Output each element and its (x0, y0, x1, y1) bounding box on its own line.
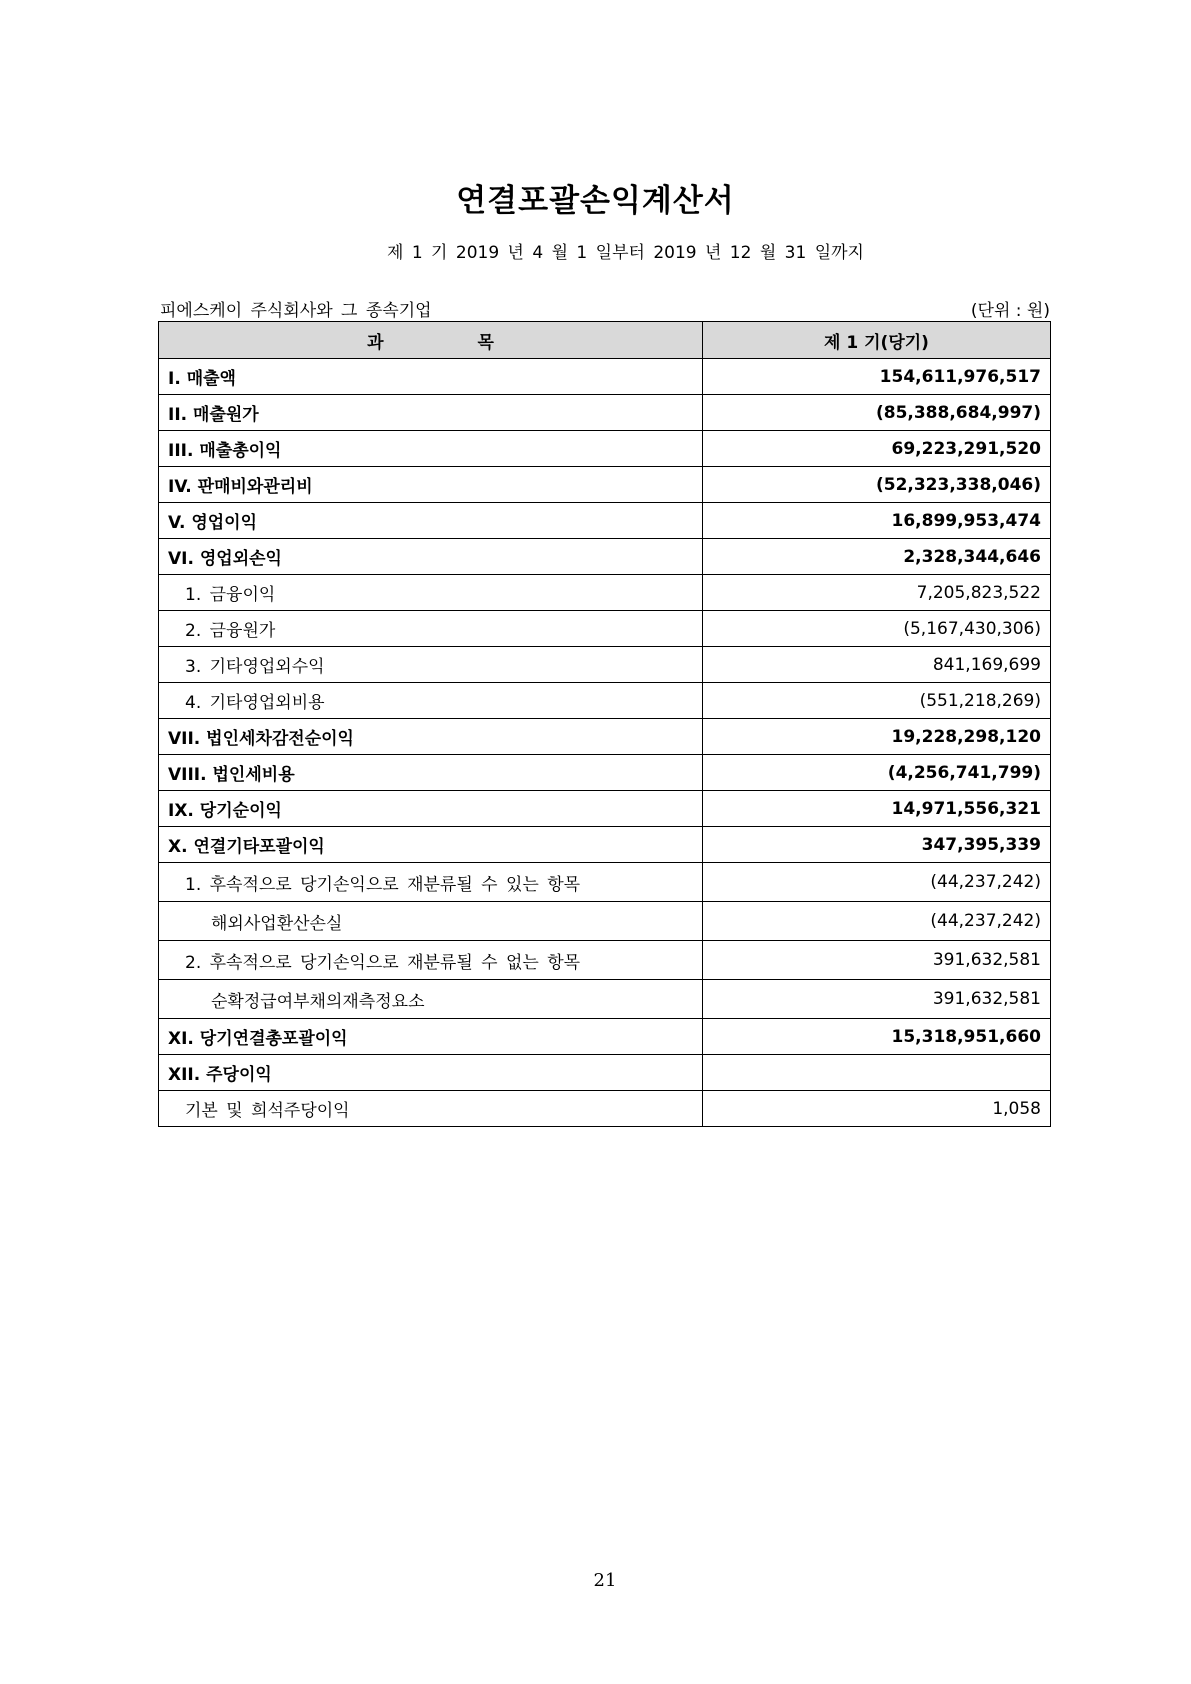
row-value: 1,058 (703, 1091, 1051, 1127)
row-label: I. 매출액 (159, 359, 703, 395)
row-value: 19,228,298,120 (703, 719, 1051, 755)
row-value: (44,237,242) (703, 902, 1051, 941)
table-row (159, 467, 1051, 503)
table-row (159, 863, 1051, 902)
row-label: XI. 당기연결총포괄이익 (159, 1019, 703, 1055)
row-value: 347,395,339 (703, 827, 1051, 863)
row-label: 3. 기타영업외수익 (159, 647, 703, 683)
page-number: 21 (593, 1570, 617, 1591)
row-label: VII. 법인세차감전순이익 (159, 719, 703, 755)
row-label: 4. 기타영업외비용 (159, 683, 703, 719)
row-label: 기본 및 희석주당이익 (159, 1091, 703, 1127)
table-row (159, 647, 1051, 683)
table-row (159, 719, 1051, 755)
row-label: 해외사업환산손실 (159, 902, 703, 941)
row-label: 1. 후속적으로 당기손익으로 재분류될 수 있는 항목 (159, 863, 703, 902)
row-value: 391,632,581 (703, 980, 1051, 1019)
table-row (159, 611, 1051, 647)
row-value: (4,256,741,799) (703, 755, 1051, 791)
row-label: 1. 금융이익 (159, 575, 703, 611)
reporting-period: 제 1 기 2019 년 4 월 1 일부터 2019 년 12 월 31 일까지 (387, 243, 864, 263)
income-statement-table (158, 321, 1051, 1127)
row-label: II. 매출원가 (159, 395, 703, 431)
row-value: (52,323,338,046) (703, 467, 1051, 503)
row-value: 69,223,291,520 (703, 431, 1051, 467)
row-value: 15,318,951,660 (703, 1019, 1051, 1055)
row-value: 2,328,344,646 (703, 539, 1051, 575)
table-row (159, 575, 1051, 611)
row-value: (551,218,269) (703, 683, 1051, 719)
row-label: X. 연결기타포괄이익 (159, 827, 703, 863)
row-label: IV. 판매비와관리비 (159, 467, 703, 503)
row-label: VIII. 법인세비용 (159, 755, 703, 791)
row-value: 391,632,581 (703, 941, 1051, 980)
table-row (159, 683, 1051, 719)
table-row (159, 395, 1051, 431)
row-value: (44,237,242) (703, 863, 1051, 902)
table-row (159, 980, 1051, 1019)
row-value: 14,971,556,321 (703, 791, 1051, 827)
row-label: III. 매출총이익 (159, 431, 703, 467)
row-value (703, 1055, 1051, 1091)
unit-label: (단위 : 원) (970, 301, 1050, 321)
table-row (159, 503, 1051, 539)
row-label: XII. 주당이익 (159, 1055, 703, 1091)
row-label: 순확정급여부채의재측정요소 (159, 980, 703, 1019)
row-value: 7,205,823,522 (703, 575, 1051, 611)
row-value: 154,611,976,517 (703, 359, 1051, 395)
table-row (159, 539, 1051, 575)
row-label: IX. 당기순이익 (159, 791, 703, 827)
table-row (159, 431, 1051, 467)
table-body (159, 359, 1051, 1127)
header-item: 과 목 (159, 322, 703, 359)
table-row (159, 1055, 1051, 1091)
row-label: 2. 후속적으로 당기손익으로 재분류될 수 없는 항목 (159, 941, 703, 980)
row-value: (5,167,430,306) (703, 611, 1051, 647)
table-header-row (159, 322, 1051, 359)
table-row (159, 827, 1051, 863)
document-title: 연결포괄손익계산서 (456, 183, 735, 219)
row-value: 16,899,953,474 (703, 503, 1051, 539)
table-row (159, 941, 1051, 980)
table-row (159, 1019, 1051, 1055)
table-row (159, 902, 1051, 941)
row-value: (85,388,684,997) (703, 395, 1051, 431)
table-row (159, 791, 1051, 827)
header-value: 제 1 기(당기) (703, 322, 1051, 359)
row-label: 2. 금융원가 (159, 611, 703, 647)
row-label: V. 영업이익 (159, 503, 703, 539)
table-row (159, 755, 1051, 791)
company-line (160, 296, 1050, 320)
table-row (159, 1091, 1051, 1127)
company-name: 피에스케이 주식회사와 그 종속기업 (160, 301, 432, 321)
row-value: 841,169,699 (703, 647, 1051, 683)
table-row (159, 359, 1051, 395)
row-label: VI. 영업외손익 (159, 539, 703, 575)
